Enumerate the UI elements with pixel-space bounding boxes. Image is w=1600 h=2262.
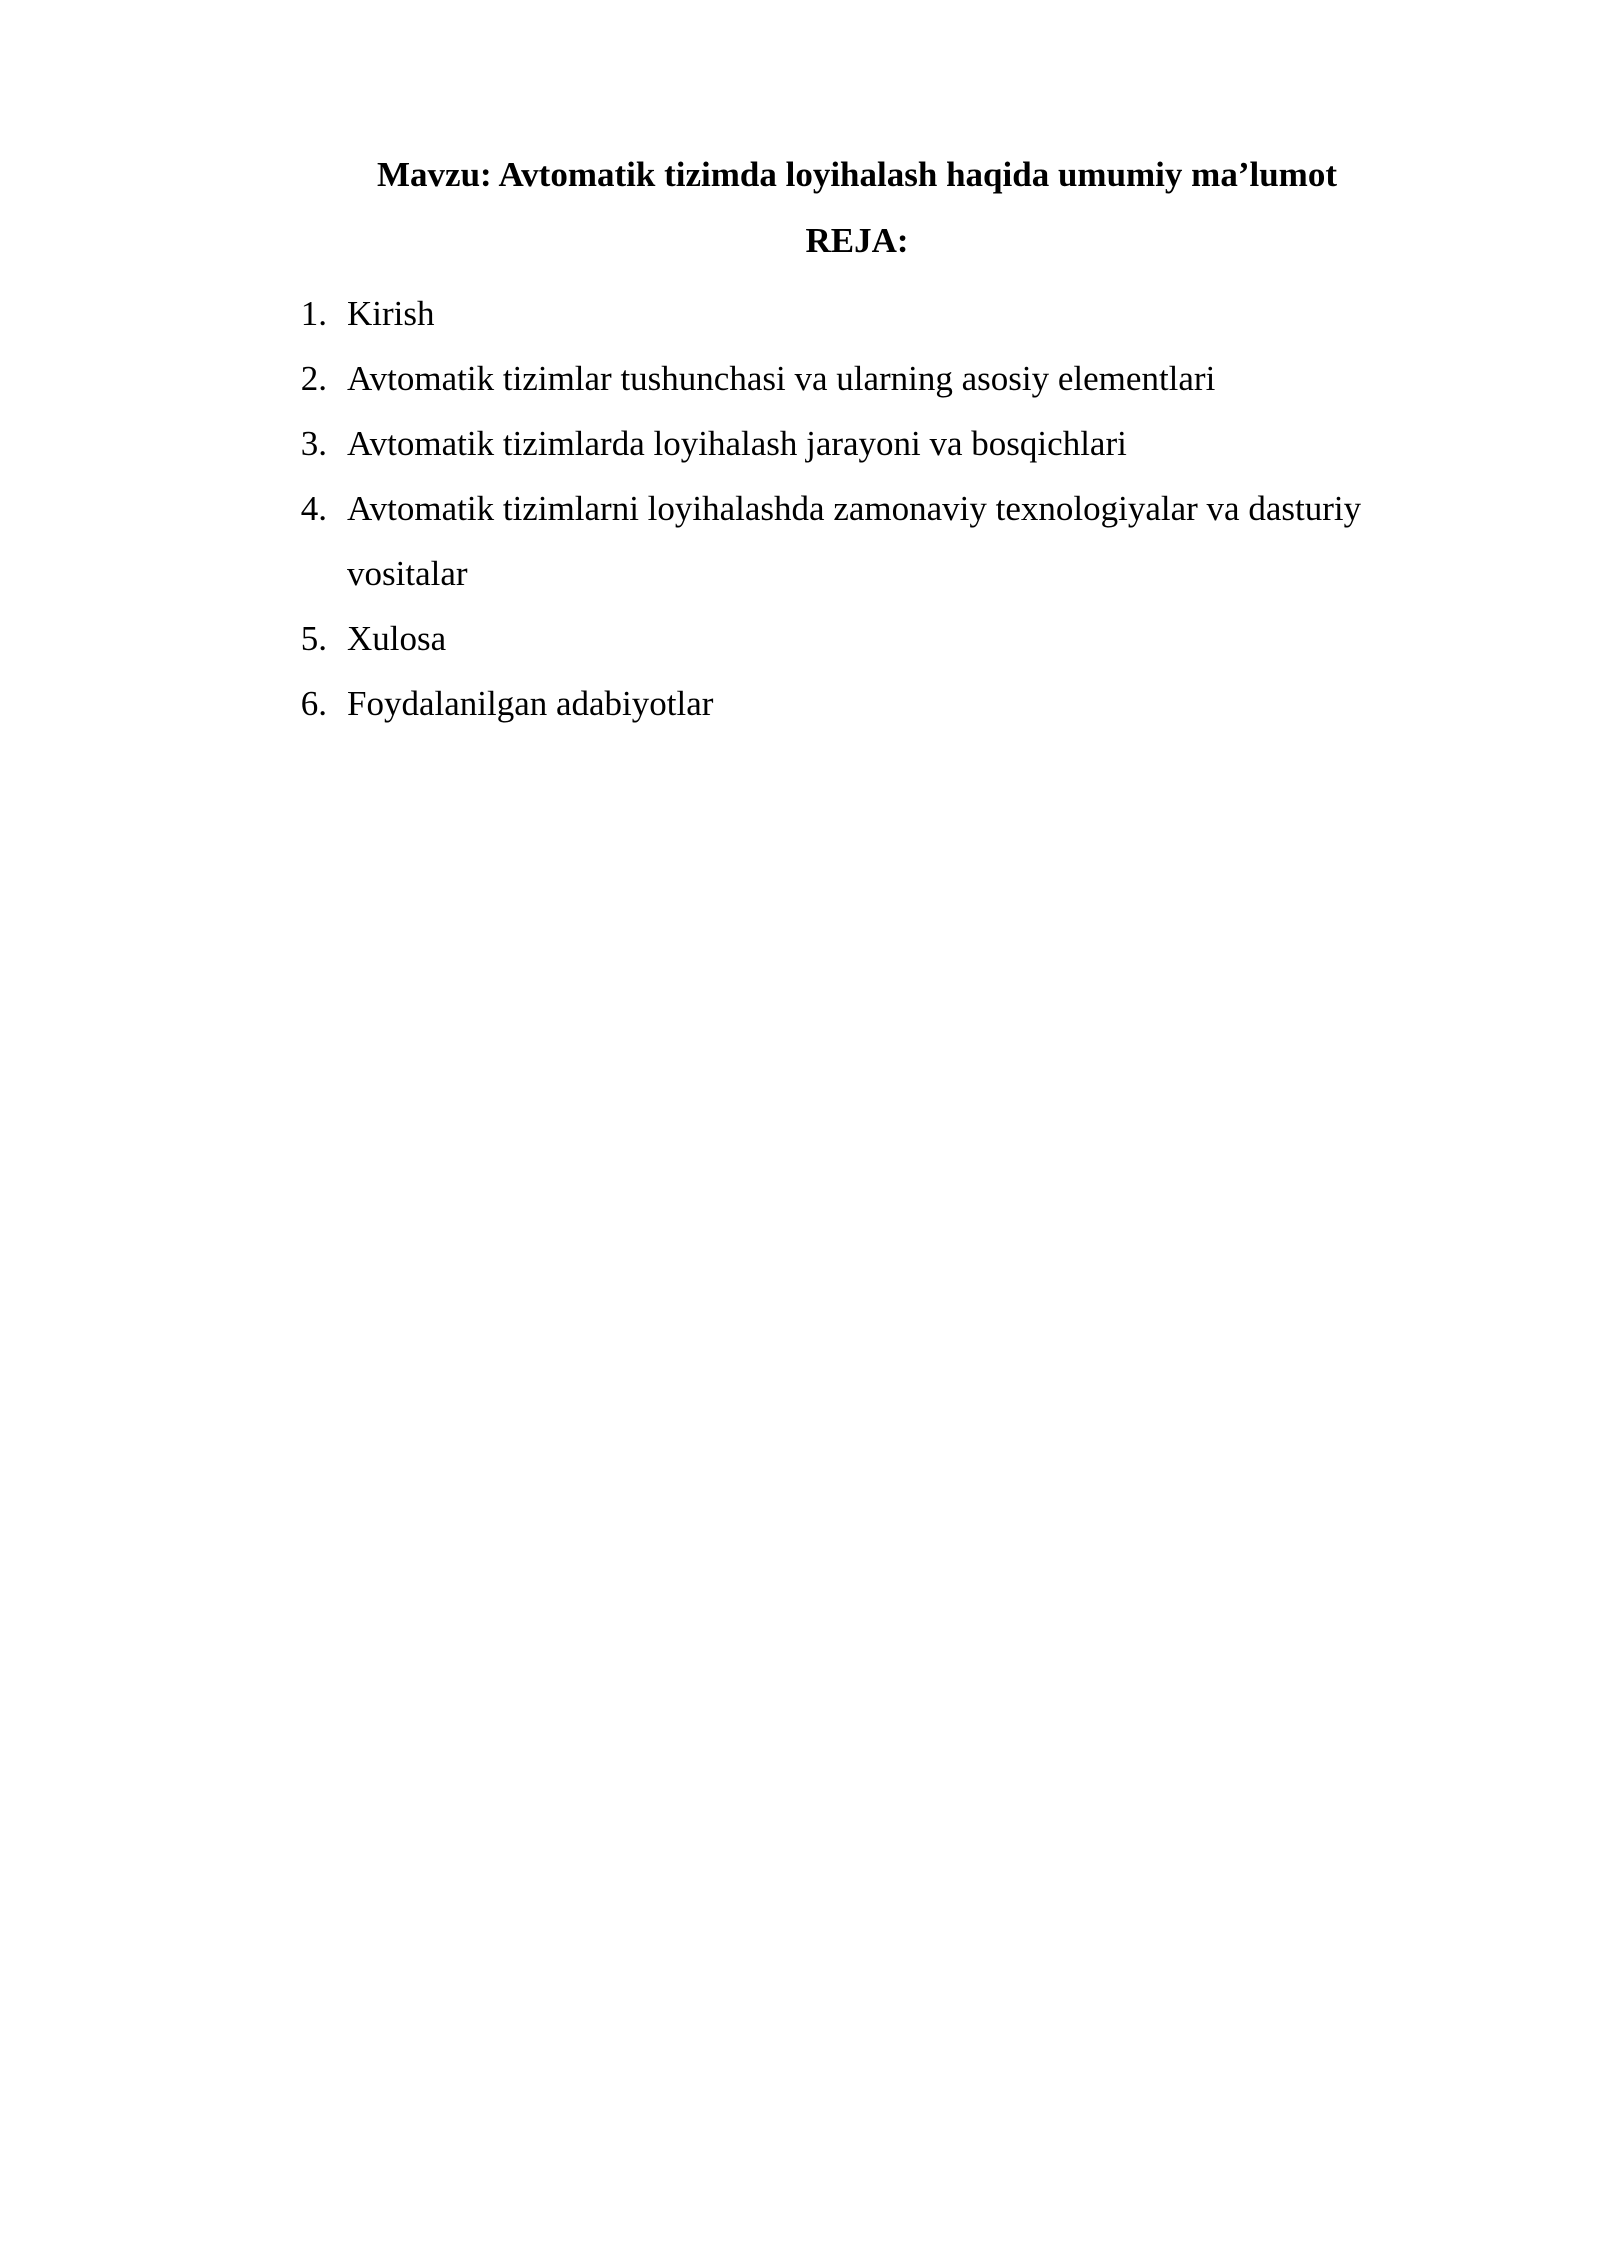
plan-item — [272, 606, 1442, 671]
plan-item-text: Avtomatik tizimlarda loyihalash jarayoni va bosqichlari — [347, 424, 1127, 463]
plan-item-number: 5. — [300, 619, 327, 658]
plan-item — [272, 476, 1442, 606]
document-title: Mavzu: Avtomatik tizimda loyihalash haqida umumiy ma’lumot — [377, 155, 1337, 194]
plan-item-text: Kirish — [347, 294, 435, 333]
plan-item-text: Avtomatik tizimlarni loyihalashda zamonaviy texnologiyalar va dasturiy vositalar — [347, 489, 1362, 593]
document-content — [272, 150, 1442, 736]
plan-item-text: Avtomatik tizimlar tushunchasi va ularning asosiy elementlari — [347, 359, 1216, 398]
plan-item-number: 1. — [300, 294, 327, 333]
plan-item — [272, 346, 1442, 411]
plan-heading: REJA: — [805, 221, 909, 260]
plan-item — [272, 411, 1442, 476]
plan-list — [272, 281, 1442, 736]
plan-item-number: 3. — [300, 424, 327, 463]
plan-item-text: Foydalanilgan adabiyotlar — [347, 684, 714, 723]
plan-item — [272, 671, 1442, 736]
plan-item-number: 6. — [300, 684, 327, 723]
plan-item-number: 4. — [300, 489, 327, 528]
plan-item — [272, 281, 1442, 346]
plan-item-number: 2. — [300, 359, 327, 398]
plan-item-text: Xulosa — [347, 619, 447, 658]
